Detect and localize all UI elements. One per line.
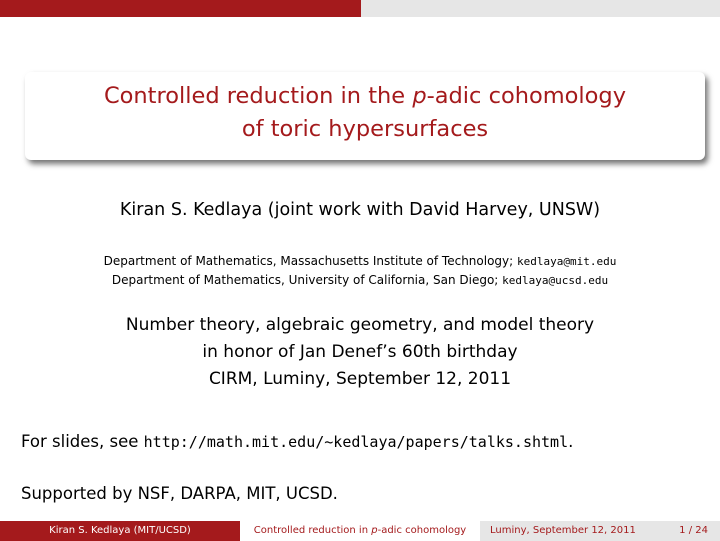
footer-short-title <box>240 521 480 541</box>
title-line-1 <box>25 82 705 110</box>
support-note: Supported by NSF, DARPA, MIT, UCSD. <box>21 484 338 503</box>
title-line-1-start: Controlled reduction in the <box>103 83 413 109</box>
footer-date-page <box>480 521 720 541</box>
footer-page-number: 1 / 24 <box>679 525 708 536</box>
header-bar <box>0 0 720 17</box>
footer-title-end: -adic cohomology <box>377 525 467 536</box>
event-line-2: in honor of Jan Denef’s 60th birthday <box>202 342 518 362</box>
slides-note <box>21 430 573 454</box>
title-italic-p: p <box>412 83 427 109</box>
affiliation-ucsd <box>0 271 720 290</box>
affiliation-ucsd-text: Department of Mathematics, University of California, San Diego; <box>111 273 503 287</box>
footer-date: Luminy, September 12, 2011 <box>490 525 636 536</box>
affiliation-mit-text: Department of Mathematics, Massachusetts Institute of Technology; <box>103 254 518 268</box>
header-bar-gray <box>361 0 720 17</box>
footer-bar <box>0 521 720 541</box>
affiliation-mit <box>0 252 720 271</box>
event-line-1: Number theory, algebraic geometry, and model theory <box>125 315 595 335</box>
title-box <box>25 72 705 160</box>
email-ucsd[interactable]: kedlaya@ucsd.edu <box>502 274 609 287</box>
title-line-2: of toric hypersurfaces <box>241 116 489 142</box>
header-bar-red <box>0 0 361 17</box>
slides-suffix: . <box>568 432 574 451</box>
event-line-3: CIRM, Luminy, September 12, 2011 <box>208 369 512 389</box>
slides-url-link[interactable]: http://math.mit.edu/~kedlaya/papers/talks.shtml <box>143 433 569 451</box>
title-line-1-end: -adic cohomology <box>426 83 627 109</box>
footer-title-start: Controlled reduction in <box>253 525 372 536</box>
footer-title-italic-p: p <box>371 525 378 536</box>
footer-author: Kiran S. Kedlaya (MIT/UCSD) <box>0 521 240 541</box>
author-line: Kiran S. Kedlaya (joint work with David Harvey, UNSW) <box>119 200 601 220</box>
slides-prefix: For slides, see <box>21 432 144 451</box>
email-mit[interactable]: kedlaya@mit.edu <box>517 255 617 268</box>
